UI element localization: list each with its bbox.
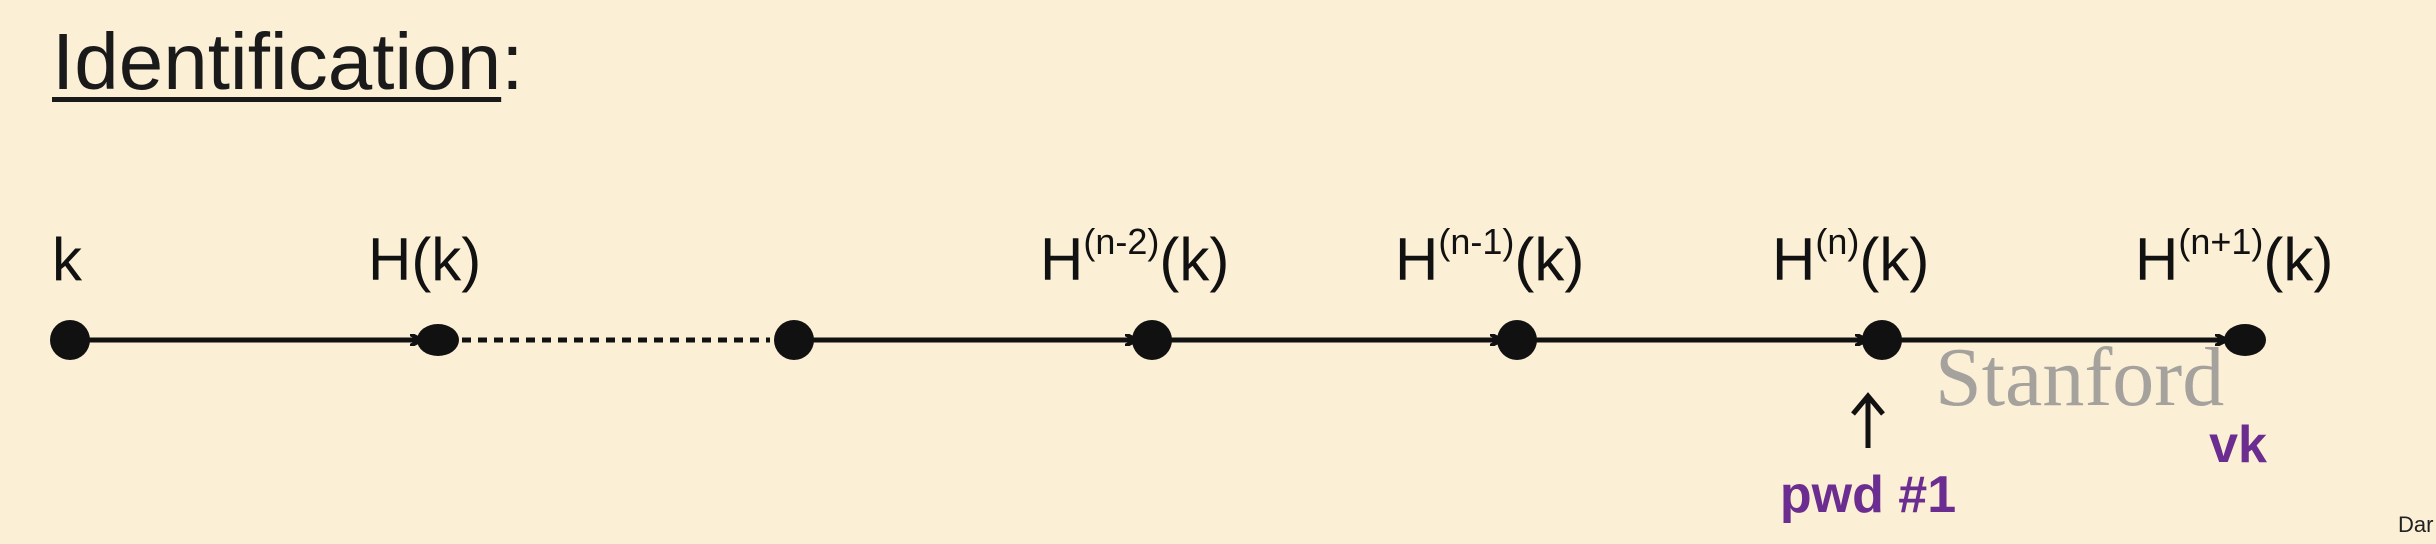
node-dot-n-minus-2 <box>1132 320 1172 360</box>
pwd-pointer-arrow <box>1853 396 1883 448</box>
node-label-h-n: $H^{(n)}(k)$ <box>1772 221 1930 293</box>
title-colon: : <box>501 17 524 106</box>
vk-label: vk <box>2209 416 2267 474</box>
stanford-watermark: Stanford <box>1935 331 2225 424</box>
node-dot-n <box>1862 320 1902 360</box>
node-dot-n-plus-1 <box>2224 324 2266 356</box>
node-label-h-n-plus-1: $H^{(n+1)}(k)$ <box>2135 221 2334 293</box>
node-dot-n-minus-1 <box>1497 320 1537 360</box>
node-dot-hk <box>417 324 459 356</box>
author-fragment: Dar <box>2398 512 2434 537</box>
pwd-label: pwd #1 <box>1779 466 1957 524</box>
node-dot-k <box>50 320 90 360</box>
node-dot-gap-end <box>774 320 814 360</box>
node-label-k: k <box>52 226 82 293</box>
title-word: Identification <box>52 17 502 106</box>
node-label-h-n-minus-2: $H^{(n-2)}(k)$ <box>1040 221 1230 293</box>
node-label-h-n-minus-1: $H^{(n-1)}(k)$ <box>1395 221 1585 293</box>
node-label-h-k: H(k) <box>368 226 482 293</box>
